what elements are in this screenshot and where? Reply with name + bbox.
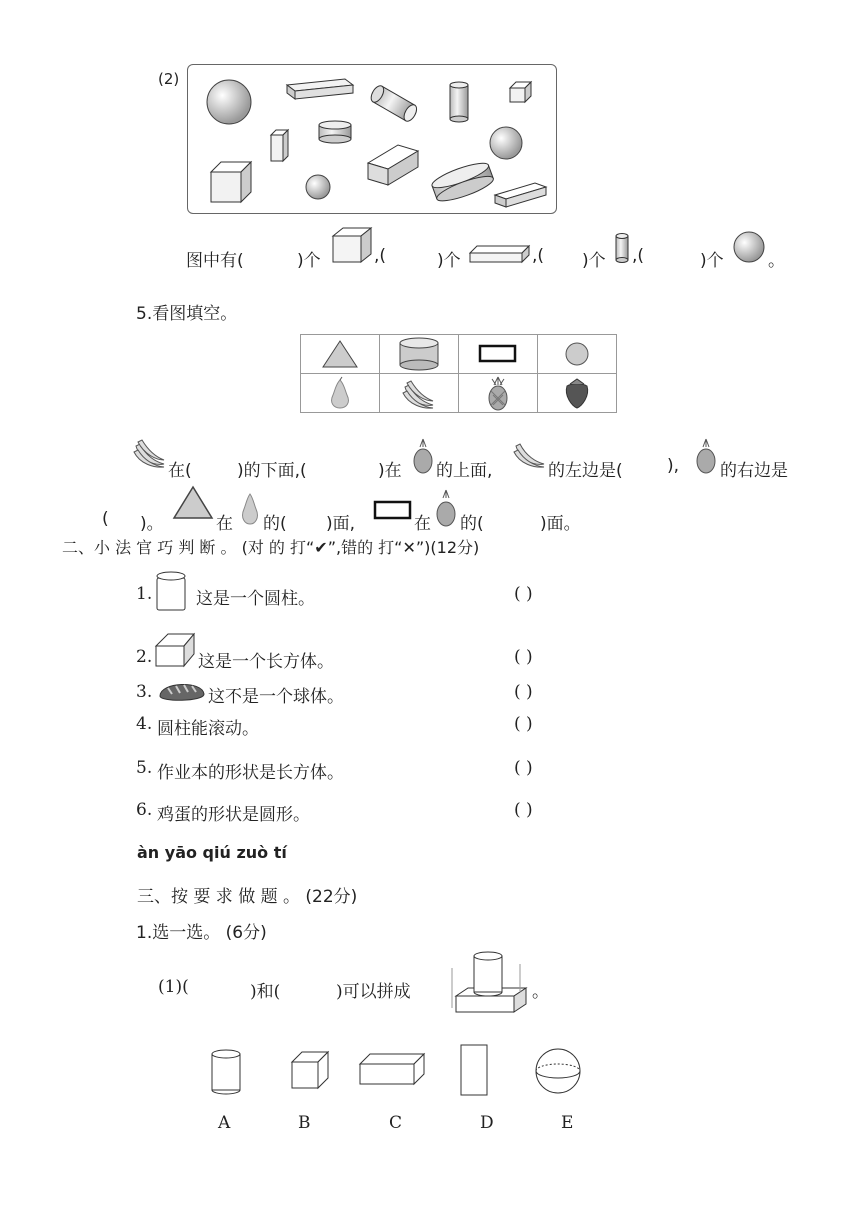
q5-line1-part: ), (667, 456, 680, 476)
banana-icon (399, 375, 439, 411)
q5-line2-part: ( (102, 509, 109, 529)
q5-line1-part: )的下面,( (237, 461, 307, 481)
q1-part: 。 (532, 982, 549, 1002)
q5-line2-part: )。 (140, 514, 164, 534)
option-label-e: E (561, 1113, 574, 1133)
judge-item-text: 这不是一个球体。 (208, 687, 344, 707)
judge-item-num: 2. (136, 647, 153, 667)
banana-icon (130, 432, 170, 472)
option-c-cuboid-icon[interactable] (358, 1052, 428, 1088)
pear-icon (238, 488, 262, 528)
q1-part: )可以拼成 (336, 982, 411, 1002)
bread-icon (158, 676, 206, 704)
sentence-part: )个 (297, 251, 321, 271)
grid-cell (301, 335, 380, 374)
answer-blank[interactable]: ( ) (514, 758, 533, 778)
cylinder-icon (614, 232, 630, 264)
q1-part: )和( (250, 982, 281, 1002)
answer-blank[interactable]: ( ) (514, 800, 533, 820)
grid-cell (538, 335, 617, 374)
section3-sub1: 1.选一选。 (6分) (136, 923, 267, 943)
q5-line2-part: )面。 (540, 514, 581, 534)
judge-item-num: 1. (136, 584, 153, 604)
answer-blank[interactable]: ( ) (514, 584, 533, 604)
q5-title: 5.看图填空。 (136, 304, 238, 324)
sentence-part: )个 (437, 251, 461, 271)
sentence-part: )个 (582, 251, 606, 271)
q5-line2-part: 的( (263, 514, 287, 534)
cube-icon (331, 226, 373, 264)
judge-item-num: 6. (136, 800, 153, 820)
answer-blank[interactable]: ( ) (514, 682, 533, 702)
q5-line2-part: )面, (326, 514, 356, 534)
grid-cell (380, 335, 459, 374)
grid-cell (301, 374, 380, 413)
option-label-d: D (480, 1113, 494, 1133)
judge-item-num: 3. (136, 682, 153, 702)
answer-blank[interactable]: ( ) (514, 647, 533, 667)
sentence-part: ,( (532, 246, 545, 266)
jar-icon (153, 568, 189, 612)
rectangle-icon (477, 342, 519, 366)
sentence-part: ,( (374, 246, 387, 266)
cuboid-icon (154, 632, 196, 668)
cylinder-icon (396, 336, 442, 372)
shapes-illustration (188, 65, 556, 213)
grid-cell (459, 335, 538, 374)
shapes-box (187, 64, 557, 214)
combined-shape-icon (450, 950, 530, 1016)
q5-line1-part: 在( (168, 461, 192, 481)
option-e-sphere-icon[interactable] (533, 1046, 583, 1096)
rectangle-icon (373, 499, 413, 523)
q1-part: (1)( (158, 977, 189, 997)
q5-line2-part: 在 (216, 514, 233, 534)
judge-item-text: 作业本的形状是长方体。 (157, 763, 344, 783)
pineapple-icon (434, 488, 458, 528)
answer-blank[interactable]: ( ) (514, 714, 533, 734)
section2-heading: 二、小 法 官 巧 判 断 。 (对 的 打“✔”,错的 打“✕”)(12分) (62, 538, 480, 557)
judge-item-num: 5. (136, 758, 153, 778)
option-b-cube-icon[interactable] (290, 1048, 330, 1092)
option-label-c: C (389, 1113, 403, 1133)
q5-line1-part: 的右边是 (720, 461, 788, 481)
banana-icon (510, 432, 546, 472)
sphere-icon (732, 230, 766, 264)
judge-item-text: 这是一个圆柱。 (196, 589, 315, 609)
option-a-cylinder-icon[interactable] (208, 1046, 244, 1096)
judge-item-text: 这是一个长方体。 (198, 652, 334, 672)
option-label-b: B (298, 1113, 311, 1133)
q4-part2-label: (2) (158, 70, 180, 88)
q5-line1-part: 的上面, (436, 461, 493, 481)
sentence-part: 。 (768, 251, 785, 271)
grid-cell (459, 374, 538, 413)
count-sentence (186, 246, 244, 271)
sentence-part: ,( (632, 246, 645, 266)
cuboid-icon (469, 243, 531, 265)
pineapple-icon (411, 437, 435, 475)
picture-grid (300, 334, 617, 413)
option-label-a: A (218, 1113, 231, 1133)
grid-cell (538, 374, 617, 413)
q5-line2-part: 的( (460, 514, 484, 534)
strawberry-icon (562, 376, 592, 410)
pineapple-icon (483, 375, 513, 411)
sentence-part: 图中有( (186, 251, 244, 271)
grid-cell (380, 374, 459, 413)
pear-icon (325, 376, 355, 410)
option-d-rectangle-icon[interactable] (458, 1042, 492, 1098)
section3-heading: 三、按 要 求 做 题 。 (22分) (137, 887, 358, 907)
judge-item-text: 鸡蛋的形状是圆形。 (157, 805, 310, 825)
judge-item-text: 圆柱能滚动。 (157, 719, 259, 739)
triangle-icon (320, 338, 360, 370)
triangle-icon (171, 484, 215, 522)
q5-line2-part: 在 (414, 514, 431, 534)
q5-line1-part: )在 (378, 461, 402, 481)
pinyin-line: àn yāo qiú zuò tí (137, 843, 287, 862)
circle-icon (562, 339, 592, 369)
sentence-part: )个 (700, 251, 724, 271)
judge-item-num: 4. (136, 714, 153, 734)
q5-line1-part: 的左边是( (548, 461, 623, 481)
pineapple-icon (694, 437, 718, 475)
